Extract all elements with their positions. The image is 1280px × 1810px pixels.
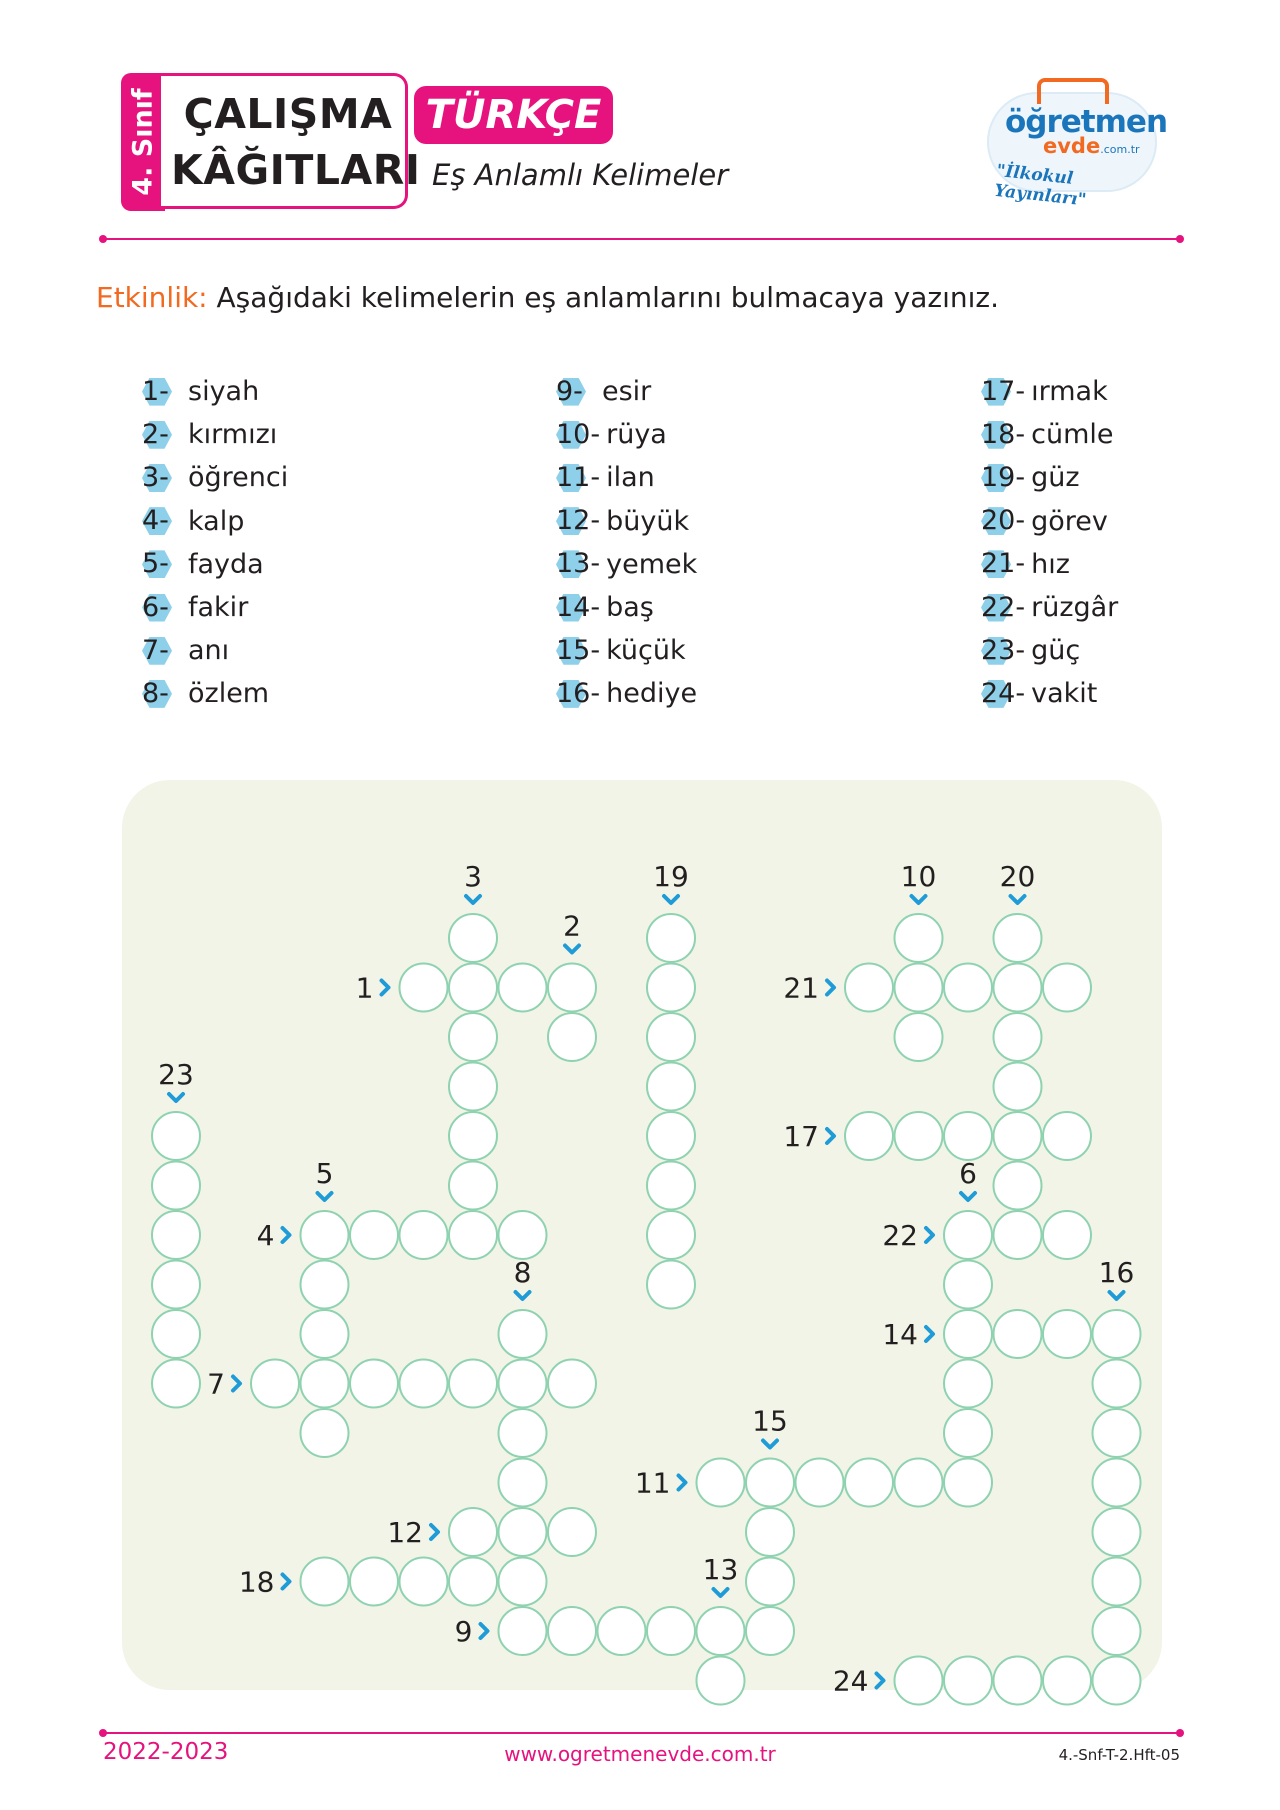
clue-number-down: 2 (563, 909, 581, 943)
crossword-cell[interactable] (152, 1211, 200, 1259)
clue-arrow-down-icon (664, 896, 678, 903)
crossword-cell[interactable] (697, 1607, 745, 1655)
crossword-cell[interactable] (746, 1508, 794, 1556)
crossword-cell[interactable] (449, 1112, 497, 1160)
crossword-cell[interactable] (697, 1657, 745, 1705)
item-number: 5- (142, 548, 182, 580)
crossword-cell[interactable] (895, 1013, 943, 1061)
crossword-cell[interactable] (1043, 964, 1091, 1012)
crossword-cell[interactable] (499, 1459, 547, 1507)
item-number: 4- (142, 505, 182, 537)
item-word: kalp (188, 505, 245, 537)
item-word: vakit (1031, 678, 1098, 710)
item-number: 23- (981, 634, 1026, 666)
crossword-cell[interactable] (548, 1508, 596, 1556)
clue-arrow-down-icon (1011, 896, 1025, 903)
item-word: cümle (1031, 419, 1114, 451)
crossword-cell[interactable] (548, 964, 596, 1012)
crossword-cell[interactable] (1093, 1607, 1141, 1655)
clue-number-down: 3 (464, 860, 482, 893)
clue-arrow-down-icon (516, 1292, 530, 1299)
crossword-cell[interactable] (895, 1112, 943, 1160)
crossword-cell[interactable] (944, 1360, 992, 1408)
item-word: esir (602, 376, 652, 408)
clue-number-across: 11 (634, 1466, 671, 1500)
item-word: rüya (606, 419, 667, 451)
crossword-cell[interactable] (301, 1360, 349, 1408)
crossword-cell[interactable] (301, 1211, 349, 1259)
clue-arrow-right-icon (233, 1377, 240, 1391)
crossword-cell[interactable] (400, 1211, 448, 1259)
crossword-cell[interactable] (598, 1607, 646, 1655)
clue-arrow-down-icon (763, 1441, 777, 1448)
clue-number-across: 18 (238, 1565, 275, 1599)
item-word: öğrenci (188, 462, 289, 494)
crossword-cell[interactable] (647, 1211, 695, 1259)
item-number: 11- (556, 461, 601, 493)
crossword-cell[interactable] (944, 1409, 992, 1457)
clue-arrow-right-icon (283, 1575, 290, 1589)
item-word: yemek (606, 548, 698, 580)
clue-arrow-down-icon (318, 1193, 332, 1200)
crossword-cell[interactable] (746, 1558, 794, 1606)
crossword-cell[interactable] (746, 1459, 794, 1507)
crossword-cell[interactable] (449, 1162, 497, 1210)
clue-number-down: 23 (158, 1058, 194, 1091)
crossword-cell[interactable] (152, 1310, 200, 1358)
crossword-cell[interactable] (994, 1112, 1042, 1160)
item-number: 16- (556, 677, 601, 709)
crossword-cell[interactable] (548, 1607, 596, 1655)
crossword-cell[interactable] (994, 1657, 1042, 1705)
crossword-cell[interactable] (1093, 1459, 1141, 1507)
item-number: 7- (142, 635, 182, 667)
crossword-cell[interactable] (647, 964, 695, 1012)
item-number: 17- (981, 375, 1026, 407)
crossword-cell[interactable] (994, 1063, 1042, 1111)
clue-arrow-right-icon (679, 1476, 686, 1490)
clue-number-down: 13 (702, 1553, 739, 1586)
crossword-cell[interactable] (845, 1112, 893, 1160)
item-word: hediye (606, 678, 698, 710)
clue-arrow-right-icon (827, 1129, 834, 1143)
crossword-cell[interactable] (647, 1162, 695, 1210)
crossword-cell[interactable] (1043, 1211, 1091, 1259)
crossword-cell[interactable] (647, 1607, 695, 1655)
crossword-cell[interactable] (994, 964, 1042, 1012)
crossword-cell[interactable] (301, 1310, 349, 1358)
crossword-cell[interactable] (251, 1360, 299, 1408)
crossword-cell[interactable] (449, 1508, 497, 1556)
item-number: 21- (981, 548, 1026, 580)
crossword-cell[interactable] (994, 1211, 1042, 1259)
clue-number-down: 8 (513, 1256, 532, 1289)
crossword-cell[interactable] (647, 1063, 695, 1111)
footer-year: 2022-2023 (103, 1739, 229, 1765)
crossword-cell[interactable] (152, 1261, 200, 1309)
crossword-cell[interactable] (647, 1112, 695, 1160)
crossword-cell[interactable] (499, 1558, 547, 1606)
crossword-cell[interactable] (944, 1112, 992, 1160)
crossword-cell[interactable] (499, 1607, 547, 1655)
item-word: güz (1031, 462, 1080, 494)
crossword-cell[interactable] (152, 1360, 200, 1408)
item-number: 24- (981, 677, 1026, 709)
item-number: 18- (981, 418, 1026, 450)
crossword-cell[interactable] (1093, 1310, 1141, 1358)
clue-number-across: 1 (355, 971, 374, 1005)
crossword-cell[interactable] (895, 964, 943, 1012)
crossword-cell[interactable] (400, 1360, 448, 1408)
crossword-cell[interactable] (499, 1409, 547, 1457)
item-number: 22- (981, 591, 1026, 623)
grade-label: 4. Sınıf (127, 88, 159, 196)
crossword-cell[interactable] (499, 1508, 547, 1556)
crossword-cell[interactable] (499, 964, 547, 1012)
item-word: kırmızı (188, 419, 278, 451)
item-number: 2- (142, 419, 182, 451)
item-word: küçük (606, 635, 686, 667)
crossword-cell[interactable] (746, 1607, 794, 1655)
item-word: fakir (188, 592, 249, 624)
item-number: 10- (556, 418, 601, 450)
clue-arrow-down-icon (714, 1589, 728, 1596)
crossword-cell[interactable] (449, 1013, 497, 1061)
item-number: 9- (556, 376, 596, 408)
crossword-cell[interactable] (895, 914, 943, 962)
crossword-cell[interactable] (796, 1459, 844, 1507)
crossword-cell[interactable] (400, 1558, 448, 1606)
crossword-cell[interactable] (1093, 1360, 1141, 1408)
crossword-cell[interactable] (301, 1558, 349, 1606)
item-word: ilan (606, 462, 655, 494)
crossword-cell[interactable] (350, 1558, 398, 1606)
crossword-cell[interactable] (499, 1211, 547, 1259)
item-word: büyük (606, 505, 690, 537)
footer-website[interactable]: www.ogretmenevde.com.tr (504, 1742, 776, 1766)
crossword-cell[interactable] (449, 1558, 497, 1606)
clue-number-down: 6 (959, 1157, 977, 1190)
clue-number-down: 20 (999, 860, 1036, 893)
crossword-cell[interactable] (1043, 1310, 1091, 1358)
logo-sub-word: evde (1043, 134, 1101, 158)
crossword-cell[interactable] (1093, 1558, 1141, 1606)
clue-arrow-down-icon (169, 1094, 183, 1101)
clue-arrow-right-icon (283, 1228, 290, 1242)
item-word: fayda (188, 548, 264, 580)
clue-number-across: 22 (882, 1219, 918, 1252)
item-word: hız (1031, 548, 1070, 580)
crossword-cell[interactable] (895, 1657, 943, 1705)
crossword-cell[interactable] (647, 1013, 695, 1061)
title-line-1: ÇALIŞMA (183, 90, 393, 138)
crossword-cell[interactable] (845, 1459, 893, 1507)
activity-text: Aşağıdaki kelimelerin eş anlamlarını bulmacaya yazınız. (216, 281, 999, 314)
topic-title: Eş Anlamlı Kelimeler (432, 158, 729, 192)
crossword-cell[interactable] (944, 1657, 992, 1705)
crossword-cell[interactable] (944, 1261, 992, 1309)
crossword-cell[interactable] (994, 1162, 1042, 1210)
clue-arrow-right-icon (877, 1674, 884, 1688)
item-word: anı (188, 635, 230, 667)
item-word: rüzgâr (1031, 592, 1119, 624)
clue-arrow-right-icon (926, 1228, 933, 1242)
crossword-cell[interactable] (548, 1360, 596, 1408)
logo-tagline: "İlkokul Yayınları" (993, 160, 1088, 211)
crossword-cell[interactable] (944, 1310, 992, 1358)
crossword-cell[interactable] (994, 1013, 1042, 1061)
clue-number-across: 17 (783, 1120, 819, 1153)
clue-arrow-right-icon (827, 981, 834, 995)
crossword-cell[interactable] (1093, 1409, 1141, 1457)
crossword-cell[interactable] (647, 1261, 695, 1309)
item-number: 12- (556, 505, 601, 537)
crossword-cell[interactable] (1093, 1657, 1141, 1705)
clue-number-across: 12 (387, 1516, 423, 1549)
item-word: siyah (188, 376, 260, 408)
footer-code: 4.-Snf-T-2.Hft-05 (1058, 1746, 1180, 1764)
item-number: 20- (981, 505, 1026, 537)
crossword-cell[interactable] (647, 914, 695, 962)
crossword-cell[interactable] (350, 1360, 398, 1408)
item-number: 14- (556, 591, 601, 623)
crossword-cell[interactable] (548, 1013, 596, 1061)
crossword-cell[interactable] (499, 1310, 547, 1358)
crossword-cell[interactable] (301, 1261, 349, 1309)
item-number: 6- (142, 592, 182, 624)
crossword-cell[interactable] (1043, 1112, 1091, 1160)
clue-number-across: 24 (832, 1664, 869, 1698)
crossword-cell[interactable] (400, 964, 448, 1012)
crossword-cell[interactable] (994, 914, 1042, 962)
item-word: ırmak (1031, 376, 1108, 408)
crossword-cell[interactable] (350, 1211, 398, 1259)
crossword-cell[interactable] (895, 1459, 943, 1507)
clue-number-across: 4 (256, 1219, 275, 1252)
item-number: 8- (142, 678, 182, 710)
logo-domain: .com.tr (1100, 143, 1140, 156)
clue-arrow-down-icon (565, 946, 579, 953)
clue-arrow-down-icon (961, 1193, 975, 1200)
crossword-cell[interactable] (152, 1162, 200, 1210)
item-number: 19- (981, 461, 1026, 493)
clue-arrow-down-icon (1110, 1292, 1124, 1299)
crossword-cell[interactable] (449, 964, 497, 1012)
clue-number-down: 15 (752, 1404, 788, 1438)
footer-divider (103, 1732, 1180, 1734)
crossword-cell[interactable] (449, 914, 497, 962)
crossword-cell[interactable] (449, 1360, 497, 1408)
activity-label: Etkinlik: (96, 281, 208, 314)
logo-main-text: öğretmen (1005, 104, 1168, 140)
clue-number-down: 5 (315, 1157, 334, 1190)
clue-number-across: 14 (882, 1318, 918, 1351)
crossword-cell[interactable] (944, 1459, 992, 1507)
clue-number-across: 9 (454, 1615, 473, 1648)
crossword-cell[interactable] (697, 1459, 745, 1507)
clue-number-across: 21 (783, 971, 819, 1005)
crossword-cell[interactable] (944, 964, 992, 1012)
crossword-cell[interactable] (845, 964, 893, 1012)
subject-badge: TÜRKÇE (414, 86, 613, 144)
crossword-cell[interactable] (152, 1112, 200, 1160)
clue-number-down: 19 (653, 860, 689, 893)
item-number: 13- (556, 548, 601, 580)
item-word: baş (606, 592, 654, 624)
clue-number-down: 16 (1098, 1256, 1135, 1289)
clue-arrow-right-icon (481, 1624, 488, 1638)
crossword-cell[interactable] (499, 1360, 547, 1408)
crossword-cell[interactable] (449, 1063, 497, 1111)
item-word: görev (1031, 505, 1108, 537)
clue-arrow-down-icon (466, 896, 480, 903)
clue-arrow-right-icon (431, 1525, 438, 1539)
item-number: 1- (142, 376, 182, 408)
clue-arrow-right-icon (926, 1327, 933, 1341)
item-number: 15- (556, 634, 601, 666)
clue-arrow-right-icon (382, 981, 389, 995)
crossword-cell[interactable] (1093, 1508, 1141, 1556)
clue-number-across: 7 (207, 1367, 225, 1401)
crossword-cell[interactable] (449, 1211, 497, 1259)
crossword-cell[interactable] (1043, 1657, 1091, 1705)
crossword-cell[interactable] (994, 1310, 1042, 1358)
crossword-cell[interactable] (944, 1211, 992, 1259)
item-number: 3- (142, 462, 182, 494)
title-line-2: KÂĞITLARI (171, 146, 421, 194)
clue-number-down: 10 (900, 860, 937, 893)
crossword-cell[interactable] (301, 1409, 349, 1457)
item-word: güç (1031, 635, 1081, 667)
item-word: özlem (188, 678, 270, 710)
clue-arrow-down-icon (912, 896, 926, 903)
